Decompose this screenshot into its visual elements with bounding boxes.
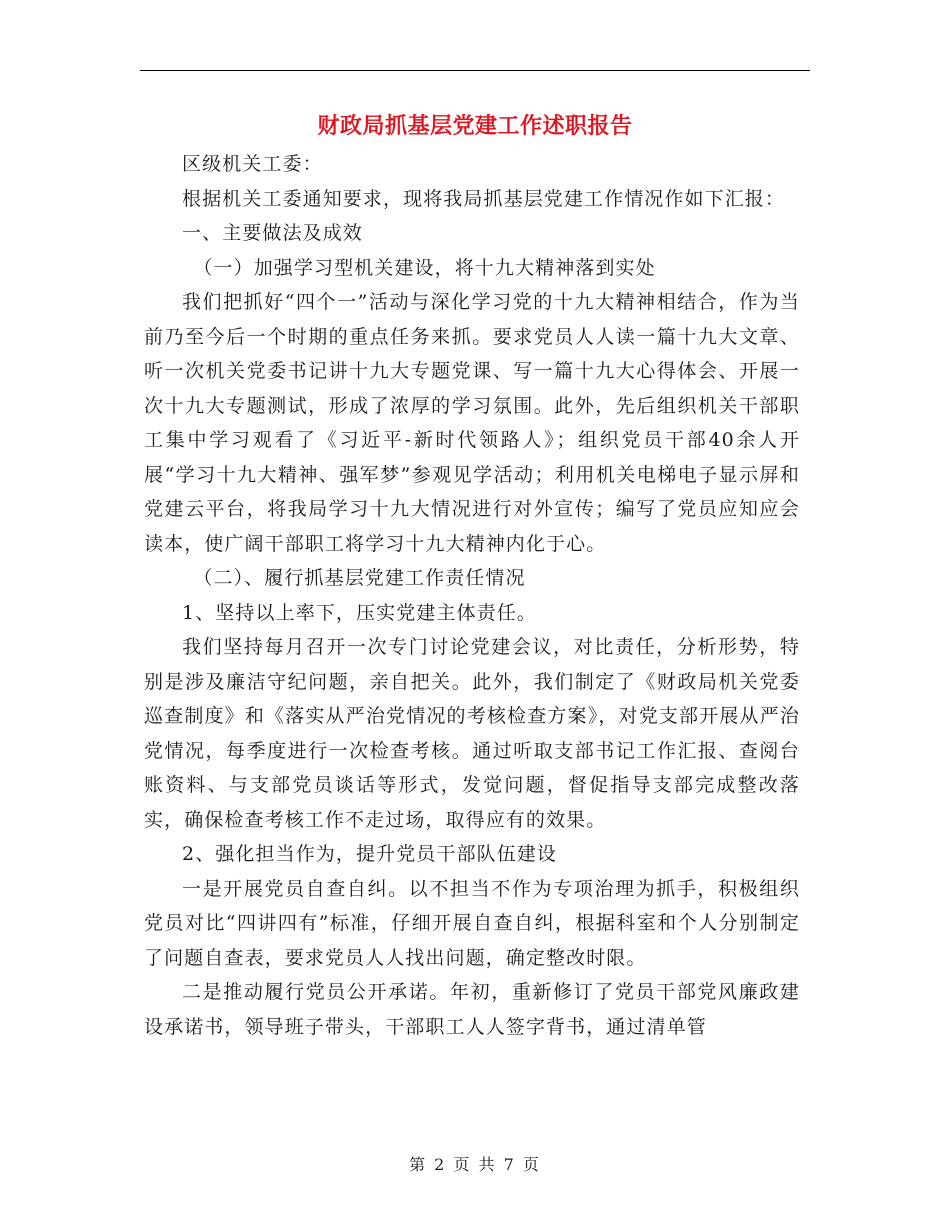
intro-paragraph: 根据机关工委通知要求，现将我局抓基层党建工作情况作如下汇报： <box>182 187 786 210</box>
subsection-heading-2: （二）、履行抓基层党建工作责任情况 <box>193 567 526 589</box>
item-heading-2: 2、强化担当作为，提升党员干部队伍建设 <box>182 843 557 865</box>
item-heading-1: 1、坚持以上率下，压实党建主体责任。 <box>182 601 537 624</box>
document-title: 财政局抓基层党建工作述职报告 <box>317 113 633 139</box>
body-paragraph: 二是推动履行党员公开承诺。年初，重新修订了党员干部党风廉政建设承诺书，领导班子带头，干部职工人人签字背书，通过清单管 <box>144 981 800 1038</box>
header-rule <box>140 70 810 71</box>
page-number: 第 2 页 共 7 页 <box>409 1155 541 1174</box>
body-paragraph: 一是开展党员自查自纠。以不担当不作为专项治理为抓手，积极组织党员对比“四讲四有”标准，仔细开展自查自纠，根据科室和个人分别制定了问题自查表，要求党员人人找出问题，确定整改时限。 <box>144 877 800 969</box>
section-heading-1: 一、主要做法及成效 <box>182 222 363 244</box>
document-body <box>144 147 800 1044</box>
body-paragraph: 我们把抓好“四个一”活动与深化学习党的十九大精神相结合，作为当前乃至今后一个时期的重点任务来抓。要求党员人人读一篇十九大文章、听一次机关党委书记讲十九大专题党课、写一篇十九大心得体会、开展一次十九大专题测试，形成了浓厚的学习氛围。此外，先后组织机关干部职工集中学习观看了《习近平-新时代领路人》；组织党员干部40余人开展“学习十九大精神、强军梦”参观见学活动；利用机关电梯电子显示屏和党建云平台，将我局学习十九大情况进行对外宣传；编写了党员应知应会读本，使广阔干部职工将学习十九大精神内化于心。 <box>144 291 800 555</box>
body-paragraph: 我们坚持每月召开一次专门讨论党建会议，对比责任，分析形势，特别是涉及廉洁守纪问题，亲自把关。此外，我们制定了《财政局机关党委巡查制度》和《落实从严治党情况的考核检查方案》，对党支部开展从严治党情况，每季度进行一次检查考核。通过听取支部书记工作汇报、查阅台账资料、与支部党员谈话等形式，发觉问题，督促指导支部完成整改落实，确保检查考核工作不走过场，取得应有的效果。 <box>144 636 800 831</box>
subsection-heading-1: （一）加强学习型机关建设，将十九大精神落到实处 <box>193 256 656 279</box>
salutation: 区级机关工委： <box>182 153 323 175</box>
